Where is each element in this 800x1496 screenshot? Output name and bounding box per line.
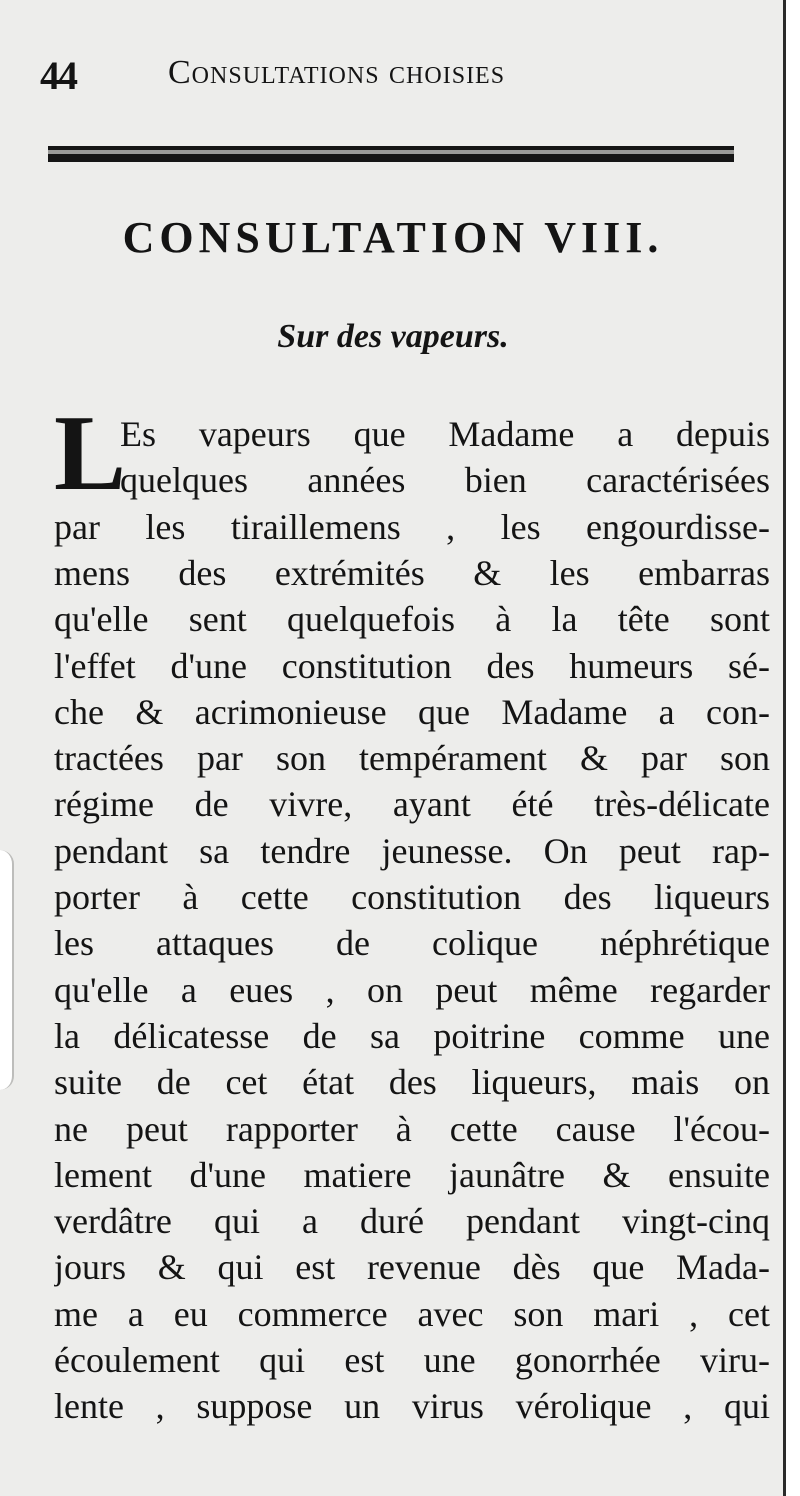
text-line: lente , suppose un virus vérolique , qui	[54, 1386, 770, 1427]
text-line: Es vapeurs que Madame a depuis	[120, 414, 770, 454]
running-title: Consultations choisies	[168, 54, 506, 91]
text-line: lement d'une matiere jaunâtre & ensuite	[54, 1154, 770, 1195]
text-line: quelques années bien caractérisées	[120, 460, 770, 501]
running-head	[40, 52, 740, 102]
text-line: suite de cet état des liqueurs, mais on	[54, 1062, 770, 1103]
text-line: porter à cette constitution des liqueurs	[54, 877, 770, 917]
text-line: ne peut rapporter à cette cause l'écou-	[54, 1108, 770, 1149]
section-subheading: Sur des vapeurs.	[277, 318, 509, 355]
text-line: qu'elle a eues , on peut même regarder	[54, 969, 770, 1010]
page-number: 44	[40, 53, 76, 98]
scan-margin	[786, 0, 800, 1496]
text-line: mens des extrémités & les embarras	[54, 552, 770, 593]
text-line: par les tiraillemens , les engourdisse-	[54, 506, 770, 547]
drop-cap: L	[54, 394, 127, 513]
text-line: l'effet d'une constitution des humeurs sé-	[54, 645, 770, 686]
text-line: verdâtre qui a duré pendant vingt-cinq	[54, 1201, 770, 1242]
text-line: régime de vivre, ayant été très-délicate	[54, 784, 770, 825]
text-line: tractées par son tempérament & par son	[54, 738, 770, 779]
text-line: la délicatesse de sa poitrine comme une	[54, 1015, 770, 1056]
text-line: écoulement qui est une gonorrhée viru-	[54, 1340, 770, 1380]
header-rule	[48, 146, 734, 162]
text-line: jours & qui est revenue dès que Mada-	[54, 1247, 770, 1288]
text-line: qu'elle sent quelquefois à la tête sont	[54, 599, 770, 640]
text-line: pendant sa tendre jeunesse. On peut rap-	[54, 830, 770, 871]
page-tear	[0, 850, 14, 1090]
text-line: me a eu commerce avec son mari , cet	[54, 1293, 770, 1334]
text-line: che & acrimonieuse que Madame a con-	[54, 691, 770, 732]
section-heading: CONSULTATION VIII.	[122, 213, 664, 262]
text-line: les attaques de colique néphrétique	[54, 923, 770, 964]
